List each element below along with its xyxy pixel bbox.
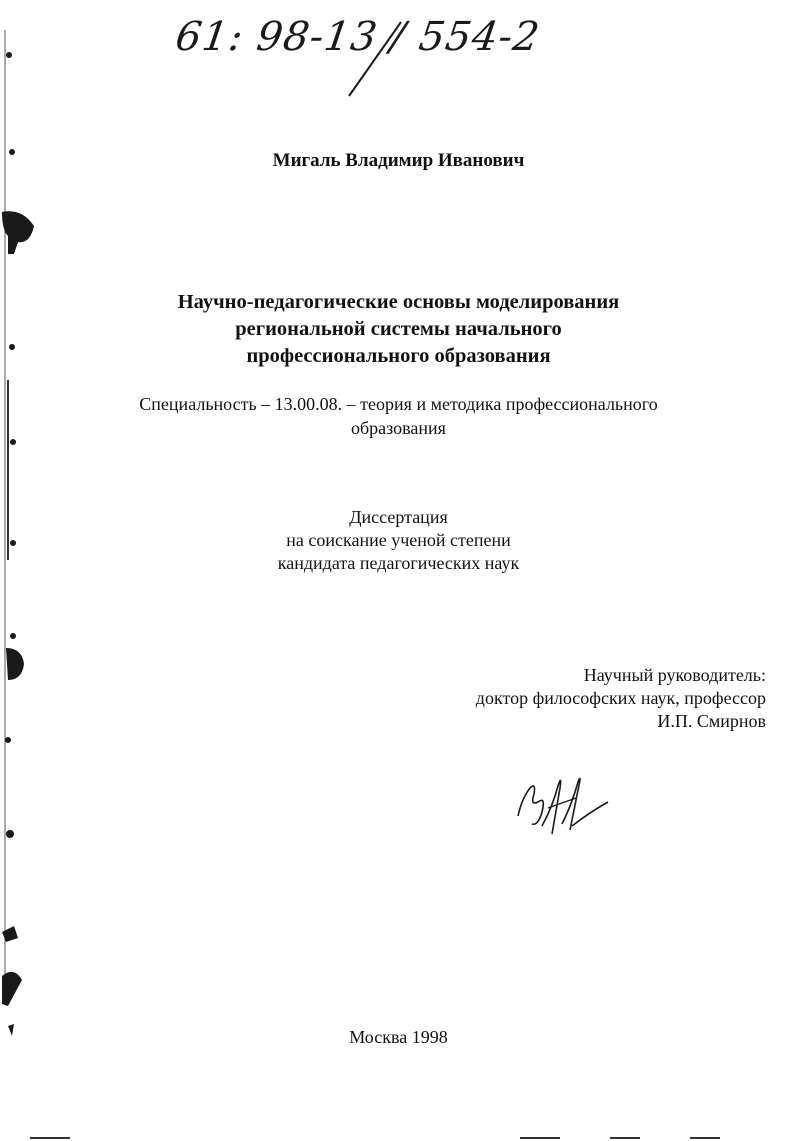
handwritten-slash: [345, 20, 405, 98]
speciality: [0, 392, 797, 440]
title-line: Научно-педагогические основы моделирования: [177, 291, 620, 313]
scan-bottom-marks: [0, 1128, 797, 1141]
city-year: Москва 1998: [349, 1027, 448, 1047]
degree-line: кандидата педагогических наук: [277, 553, 520, 573]
handwritten-signature: [512, 768, 612, 838]
degree-statement: [0, 506, 797, 575]
dissertation-title: [0, 289, 797, 370]
supervisor-line: И.П. Смирнов: [657, 711, 766, 731]
title-line: региональной системы начального: [235, 318, 562, 340]
supervisor-line: доктор философских наук, профессор: [475, 688, 766, 708]
speciality-line: образования: [351, 418, 446, 438]
speciality-line: Специальность – 13.00.08. – теория и методика профессионального: [139, 394, 658, 414]
supervisor-block: [476, 664, 766, 733]
supervisor-line: Научный руководитель:: [583, 665, 766, 685]
title-line: профессионального образования: [246, 345, 551, 367]
archive-code: 61: 98-13 / 554-2: [172, 14, 543, 60]
degree-line: Диссертация: [349, 507, 448, 527]
author-name: Мигаль Владимир Иванович: [272, 150, 525, 171]
degree-line: на соискание ученой степени: [286, 530, 511, 550]
